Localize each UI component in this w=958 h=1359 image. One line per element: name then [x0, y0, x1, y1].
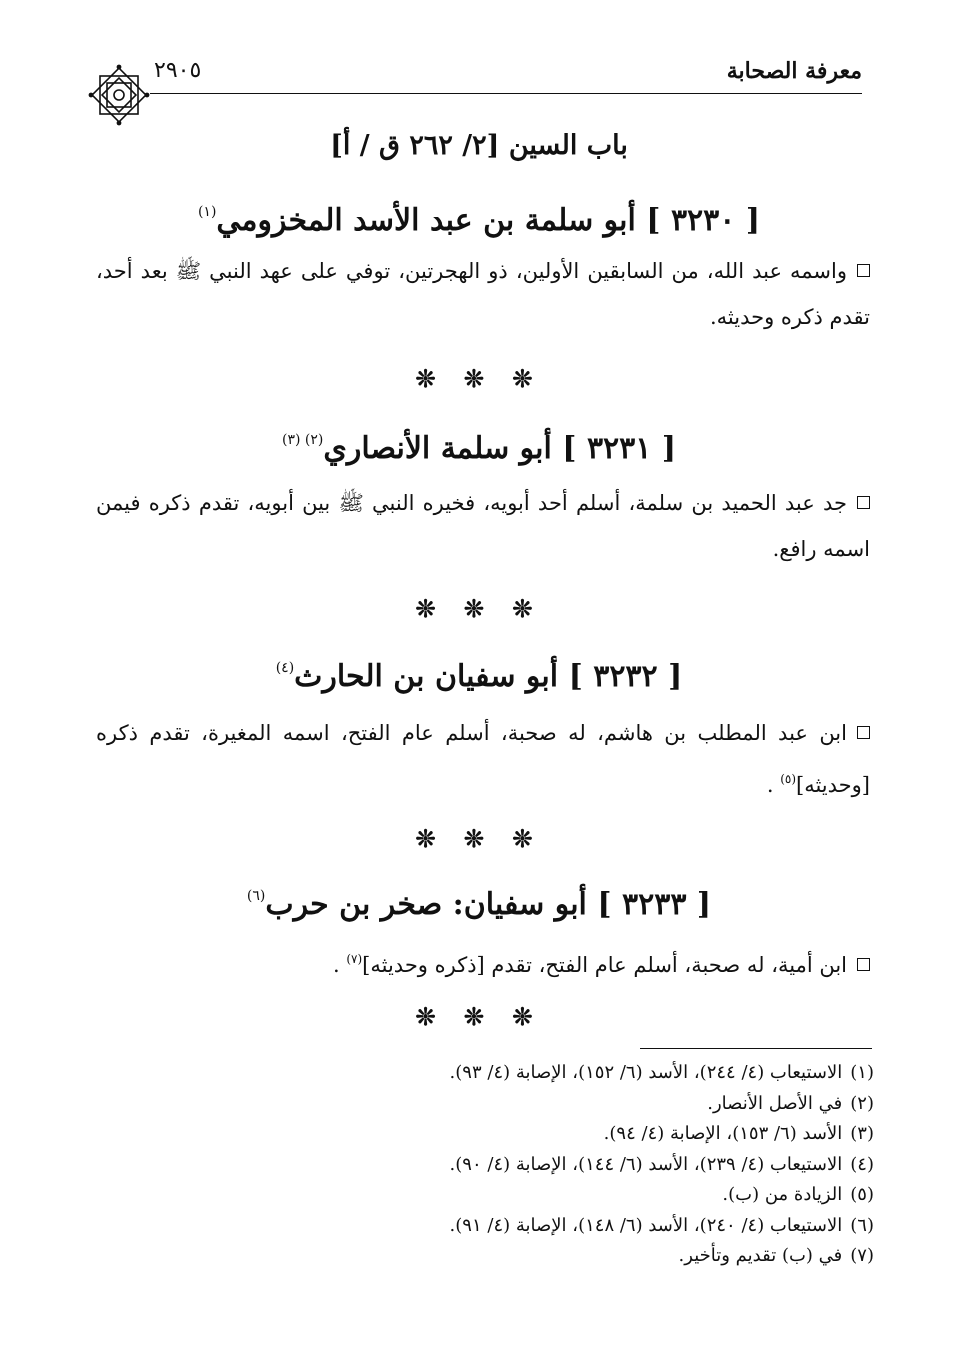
entry-text	[96, 480, 870, 572]
section-separator: ❊ ❊ ❊	[415, 1002, 543, 1031]
entry-name: أبو سفيان بن الحارث	[294, 659, 559, 694]
entry-body: ابن عبد المطلب بن هاشم، له صحبة، أسلم عام الفتح، اسمه المغيرة، تقدم ذكره [وحديثه]	[96, 721, 870, 797]
entry-heading	[90, 190, 868, 243]
footnote-text: في (ب) تقديم وتأخير.	[678, 1245, 843, 1266]
footnote-text: الاستيعاب (٤/ ٢٤٤)، الأسد (٦/ ١٥٢)، الإصابة (٤/ ٩٣).	[449, 1062, 843, 1083]
footnote-text: في الأصل الأنصار.	[707, 1092, 843, 1114]
entry-number: [ ٣٢٣١ ]	[562, 431, 677, 466]
footnote-number: (١)	[850, 1062, 874, 1083]
entry-text	[96, 936, 870, 988]
footnote-item	[96, 1089, 874, 1120]
entry-name: أبو سفيان: صخر بن حرب	[265, 887, 587, 922]
footnote-text: الأسد (٦/ ١٥٣)، الإصابة (٤/ ٩٤).	[603, 1123, 843, 1144]
footnote-number: (٣)	[850, 1123, 874, 1144]
footnote-item	[96, 1119, 874, 1150]
footnote-ref: (٢) (٣)	[281, 432, 324, 448]
footnote-ref: (٥)	[780, 772, 797, 786]
footnote-number: (٦)	[850, 1214, 874, 1236]
entry-name: أبو سلمة الأنصاري	[323, 431, 552, 466]
entry-body: جد عبد الحميد بن سلمة، أسلم أحد أبويه، فخيره النبي ﷺ بين أبويه، تقدم ذكره فيمن اسمه رافع.	[96, 491, 870, 561]
square-bullet-icon	[857, 496, 870, 509]
footnote-ref: (٤)	[275, 660, 295, 676]
section-separator: ❊ ❊ ❊	[415, 594, 543, 623]
entry-body: واسمه عبد الله، من السابقين الأولين، ذو الهجرتين، توفي على عهد النبي ﷺ بعد أحد، تقدم ذكره وحديثه.	[96, 259, 870, 329]
section-separator: ❊ ❊ ❊	[415, 824, 543, 853]
footnote-item	[96, 1058, 874, 1089]
footnote-rule	[640, 1048, 872, 1049]
square-bullet-icon	[857, 726, 870, 739]
footnote-ref: (٧)	[346, 952, 363, 966]
footnotes-list	[96, 1058, 874, 1272]
square-bullet-icon	[857, 264, 870, 277]
footnote-ref: (١)	[197, 204, 217, 220]
entry-number: [ ٣٢٣٠ ]	[646, 203, 761, 238]
footnote-item	[96, 1211, 874, 1242]
entry-heading	[90, 874, 868, 927]
entry-body-end: .	[766, 773, 781, 797]
footnote-text: الاستيعاب (٤/ ٢٣٩)، الأسد (٦/ ١٤٤)، الإصابة (٤/ ٩٠).	[449, 1153, 843, 1175]
entry-number: [ ٣٢٣٣ ]	[597, 887, 712, 922]
footnote-number: (٧)	[850, 1245, 874, 1266]
footnote-item	[96, 1241, 874, 1272]
book-title: معرفة الصحابة	[726, 58, 862, 84]
chapter-title: باب السين [٢/ ٢٦٢ ق / أ]	[330, 130, 628, 161]
footnote-number: (٢)	[850, 1092, 874, 1114]
entry-heading	[90, 418, 868, 471]
entry-body: ابن أمية، له صحبة، أسلم عام الفتح، تقدم [ذكره وحديثه]	[362, 953, 847, 977]
footnote-number: (٤)	[850, 1153, 874, 1175]
footnote-text: الاستيعاب (٤/ ٢٤٠)، الأسد (٦/ ١٤٨)، الإصابة (٤/ ٩١).	[449, 1214, 843, 1236]
footnote-ref: (٦)	[246, 888, 266, 904]
entry-text	[96, 248, 870, 340]
header-rule	[150, 93, 862, 94]
footnote-item	[96, 1150, 874, 1181]
square-bullet-icon	[857, 958, 870, 971]
octagram-ornament-icon	[86, 62, 152, 128]
footnote-item	[96, 1180, 874, 1211]
entry-body-end: .	[332, 953, 347, 977]
running-header	[90, 58, 862, 92]
entry-name: أبو سلمة بن عبد الأسد المخزومي	[216, 203, 636, 238]
entry-text	[96, 710, 870, 808]
footnote-text: الزيادة من (ب).	[722, 1184, 843, 1205]
section-separator: ❊ ❊ ❊	[415, 364, 543, 393]
page-number: ٢٩٠٥	[154, 58, 202, 83]
entry-number: [ ٣٢٣٢ ]	[568, 659, 683, 694]
footnote-number: (٥)	[850, 1184, 874, 1205]
entry-heading	[90, 646, 868, 699]
